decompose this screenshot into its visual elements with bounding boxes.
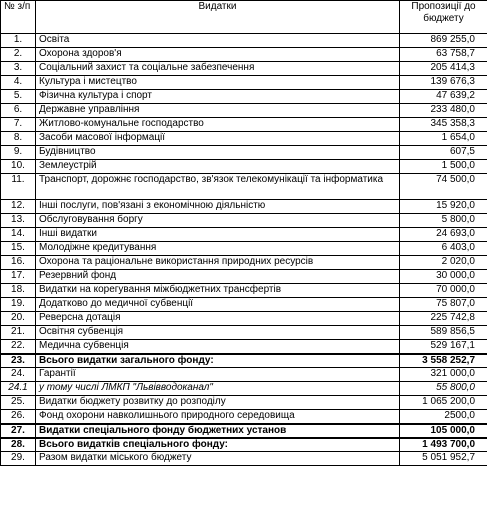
row-expenditure-name: Охорона здоров'я xyxy=(36,48,400,62)
table-row xyxy=(1,48,487,62)
row-proposal-value: 225 742,8 xyxy=(400,312,487,326)
row-expenditure-name: Фізична культура і спорт xyxy=(36,90,400,104)
table-row xyxy=(1,298,487,312)
row-proposal-value: 70 000,0 xyxy=(400,284,487,298)
table-row xyxy=(1,174,487,200)
row-expenditure-name: Освітня субвенція xyxy=(36,326,400,340)
row-expenditure-name: Видатки спеціального фонду бюджетних установ xyxy=(36,424,400,438)
table-row xyxy=(1,368,487,382)
row-proposal-value: 1 065 200,0 xyxy=(400,396,487,410)
table-row xyxy=(1,284,487,298)
row-number: 24. xyxy=(1,368,36,382)
row-proposal-value: 205 414,3 xyxy=(400,62,487,76)
row-proposal-value: 75 807,0 xyxy=(400,298,487,312)
row-number: 2. xyxy=(1,48,36,62)
row-number: 29. xyxy=(1,452,36,466)
row-proposal-value: 74 500,0 xyxy=(400,174,487,200)
table-row xyxy=(1,34,487,48)
row-proposal-value: 321 000,0 xyxy=(400,368,487,382)
row-proposal-value: 345 358,3 xyxy=(400,118,487,132)
table-row xyxy=(1,382,487,396)
row-number: 24.1 xyxy=(1,382,36,396)
row-proposal-value: 5 051 952,7 xyxy=(400,452,487,466)
row-expenditure-name: Медична субвенція xyxy=(36,340,400,354)
row-expenditure-name: Інші видатки xyxy=(36,228,400,242)
table-row xyxy=(1,76,487,90)
row-number: 6. xyxy=(1,104,36,118)
table-body xyxy=(1,34,487,466)
row-proposal-value: 6 403,0 xyxy=(400,242,487,256)
row-number: 1. xyxy=(1,34,36,48)
row-number: 7. xyxy=(1,118,36,132)
table-row xyxy=(1,312,487,326)
table-row xyxy=(1,396,487,410)
row-number: 27. xyxy=(1,424,36,438)
row-number: 25. xyxy=(1,396,36,410)
row-number: 16. xyxy=(1,256,36,270)
row-expenditure-name: Будівництво xyxy=(36,146,400,160)
row-number: 13. xyxy=(1,214,36,228)
row-expenditure-name: Всього видатки загального фонду: xyxy=(36,354,400,368)
row-number: 9. xyxy=(1,146,36,160)
row-expenditure-name: Резервний фонд xyxy=(36,270,400,284)
row-expenditure-name: Обслуговування боргу xyxy=(36,214,400,228)
table-row xyxy=(1,424,487,438)
row-expenditure-name: Освіта xyxy=(36,34,400,48)
row-expenditure-name: Засоби масової інформації xyxy=(36,132,400,146)
row-number: 21. xyxy=(1,326,36,340)
row-number: 14. xyxy=(1,228,36,242)
table-row xyxy=(1,118,487,132)
row-expenditure-name: Соціальний захист та соціальне забезпечення xyxy=(36,62,400,76)
row-proposal-value: 233 480,0 xyxy=(400,104,487,118)
row-expenditure-name: у тому числі ЛМКП "Львівводоканал" xyxy=(36,382,400,396)
row-proposal-value: 2500,0 xyxy=(400,410,487,424)
row-proposal-value: 5 800,0 xyxy=(400,214,487,228)
table-row xyxy=(1,270,487,284)
row-proposal-value: 30 000,0 xyxy=(400,270,487,284)
row-proposal-value: 47 639,2 xyxy=(400,90,487,104)
table-row xyxy=(1,256,487,270)
row-proposal-value: 2 020,0 xyxy=(400,256,487,270)
row-number: 15. xyxy=(1,242,36,256)
row-expenditure-name: Додатково до медичної субвенції xyxy=(36,298,400,312)
row-expenditure-name: Реверсна дотація xyxy=(36,312,400,326)
row-number: 11. xyxy=(1,174,36,200)
table-row xyxy=(1,354,487,368)
table-row xyxy=(1,452,487,466)
row-number: 18. xyxy=(1,284,36,298)
table-header xyxy=(1,1,487,34)
row-expenditure-name: Охорона та раціональне використання природних ресурсів xyxy=(36,256,400,270)
row-number: 3. xyxy=(1,62,36,76)
row-proposal-value: 1 500,0 xyxy=(400,160,487,174)
row-expenditure-name: Видатки на корегування міжбюджетних трансфертів xyxy=(36,284,400,298)
row-number: 26. xyxy=(1,410,36,424)
row-expenditure-name: Землеустрій xyxy=(36,160,400,174)
row-proposal-value: 1 654,0 xyxy=(400,132,487,146)
table-row xyxy=(1,438,487,452)
row-proposal-value: 1 493 700,0 xyxy=(400,438,487,452)
row-proposal-value: 105 000,0 xyxy=(400,424,487,438)
row-proposal-value: 15 920,0 xyxy=(400,200,487,214)
table-row xyxy=(1,132,487,146)
row-proposal-value: 3 558 252,7 xyxy=(400,354,487,368)
row-expenditure-name: Державне управління xyxy=(36,104,400,118)
table-row xyxy=(1,228,487,242)
row-expenditure-name: Молодіжне кредитування xyxy=(36,242,400,256)
row-proposal-value: 24 693,0 xyxy=(400,228,487,242)
row-number: 20. xyxy=(1,312,36,326)
table-row xyxy=(1,410,487,424)
row-number: 5. xyxy=(1,90,36,104)
row-proposal-value: 55 800,0 xyxy=(400,382,487,396)
row-number: 4. xyxy=(1,76,36,90)
header-proposal: Пропозиції до бюджету xyxy=(400,1,487,34)
row-expenditure-name: Фонд охорони навколишнього природного середовища xyxy=(36,410,400,424)
table-row xyxy=(1,62,487,76)
row-number: 22. xyxy=(1,340,36,354)
row-expenditure-name: Житлово-комунальне господарство xyxy=(36,118,400,132)
row-proposal-value: 139 676,3 xyxy=(400,76,487,90)
row-proposal-value: 589 856,5 xyxy=(400,326,487,340)
table-row xyxy=(1,200,487,214)
row-number: 17. xyxy=(1,270,36,284)
row-expenditure-name: Всього видатків спеціального фонду: xyxy=(36,438,400,452)
row-expenditure-name: Культура і мистецтво xyxy=(36,76,400,90)
row-number: 12. xyxy=(1,200,36,214)
table-row xyxy=(1,326,487,340)
row-expenditure-name: Інші послуги, пов'язані з економічною діяльністю xyxy=(36,200,400,214)
header-expenditure: Видатки xyxy=(36,1,400,34)
row-number: 19. xyxy=(1,298,36,312)
row-number: 23. xyxy=(1,354,36,368)
row-expenditure-name: Видатки бюджету розвитку до розподілу xyxy=(36,396,400,410)
table-row xyxy=(1,340,487,354)
table-row xyxy=(1,146,487,160)
table-row xyxy=(1,214,487,228)
row-number: 28. xyxy=(1,438,36,452)
row-number: 10. xyxy=(1,160,36,174)
row-proposal-value: 529 167,1 xyxy=(400,340,487,354)
table-row xyxy=(1,160,487,174)
header-number: № з/п xyxy=(1,1,36,34)
table-row xyxy=(1,104,487,118)
row-proposal-value: 607,5 xyxy=(400,146,487,160)
row-expenditure-name: Разом видатки міського бюджету xyxy=(36,452,400,466)
row-proposal-value: 869 255,0 xyxy=(400,34,487,48)
table-row xyxy=(1,242,487,256)
row-number: 8. xyxy=(1,132,36,146)
row-expenditure-name: Транспорт, дорожнє господарство, зв'язок телекомунікації та інформатика xyxy=(36,174,400,200)
row-proposal-value: 63 758,7 xyxy=(400,48,487,62)
table-row xyxy=(1,90,487,104)
row-expenditure-name: Гарантії xyxy=(36,368,400,382)
